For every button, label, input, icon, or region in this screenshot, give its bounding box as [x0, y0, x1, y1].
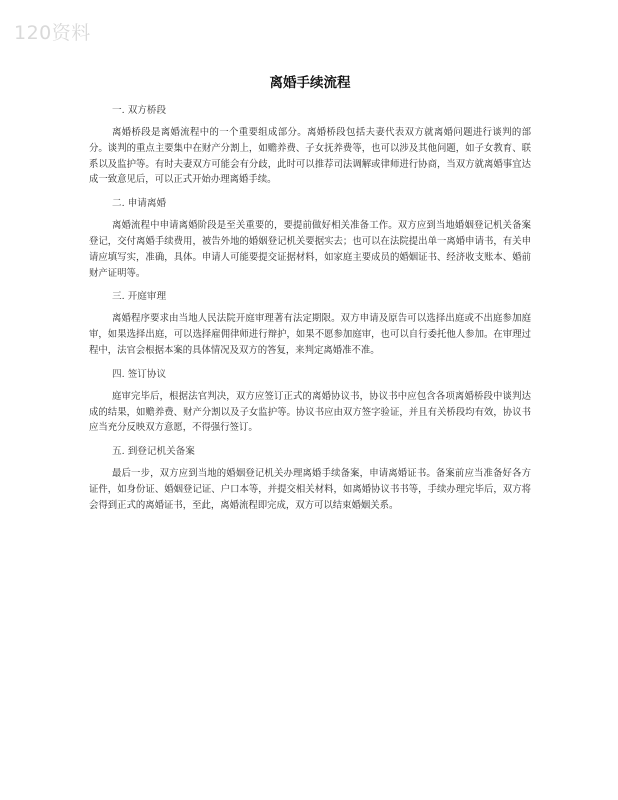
section-1	[89, 104, 531, 188]
section-paragraph: 离婚流程中申请离婚阶段是至关重要的，要提前做好相关准备工作。双方应到当地婚姻登记机关备案登记，交付离婚手续费用，被告外地的婚姻登记机关要据实去；也可以在法院提出单一离婚申请书，有关申请应填写实，准确，具体。申请人可能要提交证据材料，如家庭主要成员的婚姻证书、经济收支账本、婚前财产证明等。	[89, 220, 531, 279]
section-paragraph: 最后一步，双方应到当地的婚姻登记机关办理离婚手续备案，申请离婚证书。备案前应当准备好各方证件，如身份证、婚姻登记证、户口本等，并提交相关材料，如离婚协议书书等，手续办理完毕后，双方将会得到正式的离婚证书，至此，离婚流程即完成，双方可以结束婚姻关系。	[89, 468, 531, 511]
section-2	[89, 197, 531, 281]
section-heading: 一. 双方桥段	[112, 105, 167, 116]
section-heading: 四. 签订协议	[112, 368, 167, 380]
section-paragraph: 离婚桥段是离婚流程中的一个重要组成部分。离婚桥段包括夫妻代表双方就离婚问题进行谈判的部分。谈判的重点主要集中在财产分割上，如赡养费、子女抚养费等，也可以涉及其他问题，如子女教育、联系以及监护等。有时夫妻双方可能会有分歧，此时可以推荐司法调解或律师进行协商，当双方就离婚事宜达成一致意见后，可以正式开始办理离婚手续。	[89, 127, 531, 186]
section-paragraph: 庭审完毕后，根据法官判决，双方应签订正式的离婚协议书，协议书中应包含各项离婚桥段中谈判达成的结果，如赡养费、财产分割以及子女监护等。协议书应由双方签字验证，并且有关桥段均有效，协议书应当充分反映双方意愿，不得强行签订。	[89, 390, 531, 434]
section-4	[89, 368, 531, 436]
section-5	[89, 445, 531, 513]
watermark-logo: 120资料	[14, 22, 91, 44]
section-heading: 二. 申请离婚	[112, 198, 167, 210]
section-heading: 三. 开庭审理	[112, 291, 167, 303]
document-title: 离婚手续流程	[269, 75, 351, 91]
section-heading: 五. 到登记机关备案	[112, 446, 195, 458]
section-3	[89, 290, 531, 358]
document-body	[89, 74, 531, 523]
section-paragraph: 离婚程序要求由当地人民法院开庭审理著有法定期限。双方申请及原告可以选择出庭或不出庭参加庭审，如果选择出庭，可以选择雇佣律师进行辩护，如果不愿参加庭审，也可以自行委托他人参加。在审理过程中，法官会根据本案的具体情况及双方的答复，来判定离婚准不准。	[89, 313, 531, 356]
